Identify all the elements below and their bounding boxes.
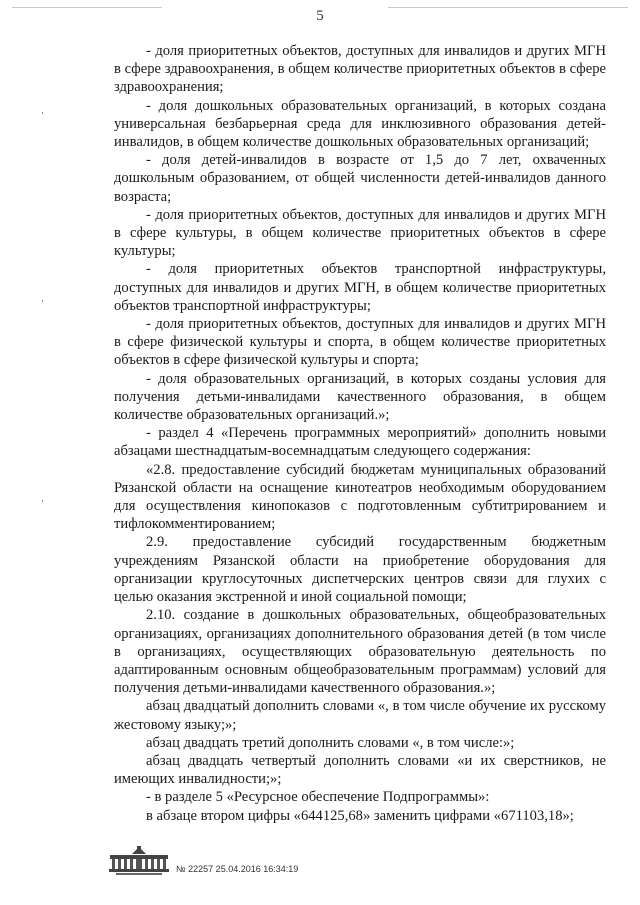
building-logo-icon — [108, 846, 170, 876]
paragraph: - доля приоритетных объектов, доступных для инвалидов и других МГН в сфере культуры, в общем количестве приоритетных объектов в сфере культуры; — [114, 206, 606, 260]
paragraph: - доля дошкольных образовательных организаций, в которых создана универсальная безбарьерная среда для инклюзивного образования детей-инвалидов, в общем количестве дошкольных образовательных организаций; — [114, 97, 606, 151]
paragraph: 2.9. предоставление субсидий государственным бюджетным учреждениям Рязанской области на приобретение оборудования для организации круглосуточных диспетчерских центров связи для глухих с целью оказания экстренной и иной социальной помощи; — [114, 534, 606, 606]
page-number: 5 — [316, 8, 324, 24]
paragraph: 2.10. создание в дошкольных образовательных, общеобразовательных организациях, организациях дополнительного образования детей (в том числе в организациях, осуществляющих образовательную деятельность по адаптированным основным общеобразовательным программам) условий для получения детьми-инвалидами качественного образования.»; — [114, 607, 606, 697]
scan-speck — [42, 112, 43, 114]
paragraph: - доля приоритетных объектов, доступных для инвалидов и других МГН в сфере здравоохранения, в общем количестве приоритетных объектов в сфере здравоохранения; — [114, 43, 606, 96]
paragraph: «2.8. предоставление субсидий бюджетам муниципальных образований Рязанской области на оснащение кинотеатров необходимым оборудованием для осуществления кинопоказов с подготовленным субтитрированием и тифлокомментированием; — [114, 461, 606, 533]
paragraph: абзац двадцать четвертый дополнить словами «и их сверстников, не имеющих инвалидности;»; — [114, 752, 606, 788]
document-stamp: № 22257 25.04.2016 16:34:19 — [176, 864, 299, 874]
paragraph: - доля образовательных организаций, в которых созданы условия для получения детьми-инвалидами качественного образования, в общем количестве образовательных организаций.»; — [114, 370, 606, 424]
scan-speck — [42, 500, 43, 502]
paragraph: - доля приоритетных объектов, доступных для инвалидов и других МГН в сфере физической культуры и спорта, в общем количестве приоритетных объектов в сфере физической культуры и спорта; — [114, 316, 606, 369]
paragraph: - доля детей-инвалидов в возрасте от 1,5 до 7 лет, охваченных дошкольным образованием, от общей численности детей-инвалидов данного возраста; — [114, 152, 606, 205]
paragraph: - в разделе 5 «Ресурсное обеспечение Подпрограммы»: — [146, 789, 490, 806]
paragraph: абзац двадцатый дополнить словами «, в том числе обучение их русскому жестовому языку;»; — [114, 698, 606, 733]
document-body — [114, 42, 606, 825]
paragraph: абзац двадцать третий дополнить словами «, в том числе:»; — [146, 734, 515, 751]
paragraph: в абзаце втором цифры «644125,68» заменить цифрами «671103,18»; — [146, 807, 574, 824]
paragraph: - доля приоритетных объектов транспортной инфраструктуры, доступных для инвалидов и других МГН, в общем количестве приоритетных объектов транспортной инфраструктуры; — [114, 261, 606, 314]
document-footer — [108, 846, 528, 886]
scan-speck — [42, 300, 43, 302]
paragraph: - раздел 4 «Перечень программных мероприятий» дополнить новыми абзацами шестнадцатым-восемнадцатым следующего содержания: — [114, 425, 606, 460]
